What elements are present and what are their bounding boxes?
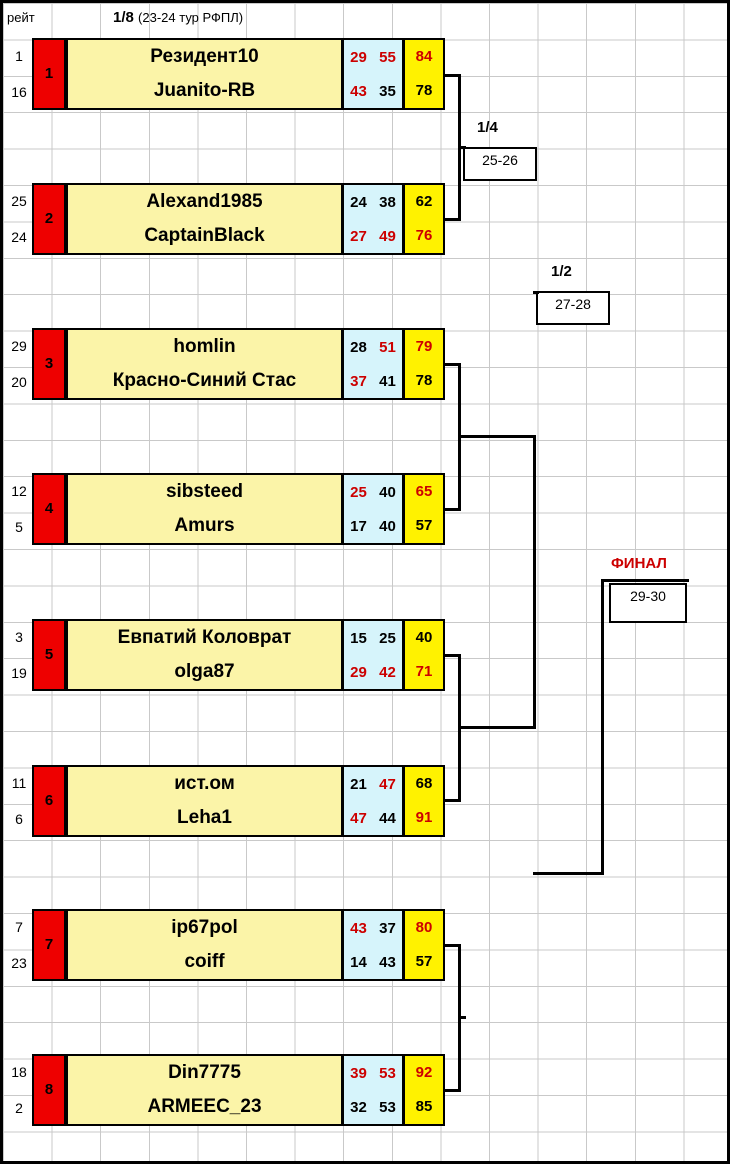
score-top-1: 39 [350, 1064, 367, 1082]
score-top-1: 28 [350, 338, 367, 356]
match-index: 5 [32, 619, 66, 691]
connector [601, 579, 689, 582]
score-bottom-2: 49 [379, 227, 396, 245]
seed-numbers [7, 909, 31, 981]
player-names [66, 183, 343, 255]
connector [458, 1016, 466, 1019]
match-index: 4 [32, 473, 66, 545]
player-name-bottom: ARMEEC_23 [147, 1096, 262, 1117]
total-top: 79 [415, 338, 433, 355]
player-name-bottom: Juanito-RB [153, 80, 256, 101]
player-name-bottom: olga87 [174, 661, 235, 682]
match-index: 6 [32, 765, 66, 837]
total-bottom: 78 [415, 372, 433, 389]
score-bottom-1: 27 [350, 227, 367, 245]
score-top-2: 47 [379, 775, 396, 793]
score-bottom-2: 43 [379, 953, 396, 971]
seed-bottom: 5 [15, 519, 23, 535]
score-top-1: 29 [350, 48, 367, 66]
score-top-2: 53 [379, 1064, 396, 1082]
quarter-final-slot: 25-26 [463, 147, 537, 181]
seed-top: 11 [11, 775, 27, 791]
total-top: 68 [415, 775, 433, 792]
leg-scores [342, 38, 404, 110]
total-scores [403, 619, 445, 691]
match-index: 3 [32, 328, 66, 400]
total-scores [403, 765, 445, 837]
seed-bottom: 23 [11, 955, 27, 971]
player-name-bottom: Leha1 [177, 807, 232, 828]
player-name-bottom: Красно-Синий Стас [112, 370, 297, 391]
final-label: ФИНАЛ [611, 555, 667, 572]
player-name-bottom: Amurs [174, 515, 235, 536]
leg-scores [342, 473, 404, 545]
player-names [66, 909, 343, 981]
leg-scores [342, 328, 404, 400]
score-top-2: 38 [379, 193, 396, 211]
total-scores [403, 38, 445, 110]
player-name-bottom: CaptainBlack [144, 225, 265, 246]
round-4-label: 1/4 [477, 119, 498, 136]
seed-top: 18 [11, 1064, 27, 1080]
round-8-label: 1/8 [113, 9, 134, 26]
score-top-1: 43 [350, 919, 367, 937]
score-bottom-1: 43 [350, 82, 367, 100]
score-bottom-1: 37 [350, 372, 367, 390]
player-names [66, 619, 343, 691]
match-index: 8 [32, 1054, 66, 1126]
total-bottom: 78 [415, 82, 433, 99]
score-bottom-2: 35 [379, 82, 396, 100]
round-8-sublabel: (23-24 тур РФПЛ) [138, 10, 244, 25]
leg-scores [342, 909, 404, 981]
seed-numbers [7, 473, 31, 545]
round-8-header [113, 9, 243, 26]
total-scores [403, 328, 445, 400]
score-bottom-1: 47 [350, 809, 367, 827]
seed-top: 29 [11, 338, 27, 354]
player-names [66, 328, 343, 400]
connector [533, 872, 603, 875]
leg-scores [342, 619, 404, 691]
player-name-bottom: coiff [184, 951, 225, 972]
player-names [66, 473, 343, 545]
player-name-top: Alexand1985 [146, 191, 263, 212]
seed-numbers [7, 328, 31, 400]
leg-scores [342, 765, 404, 837]
score-bottom-2: 53 [379, 1098, 396, 1116]
seed-numbers [7, 38, 31, 110]
score-bottom-2: 41 [379, 372, 396, 390]
seed-numbers [7, 765, 31, 837]
score-top-2: 55 [379, 48, 396, 66]
connector [458, 726, 536, 729]
total-bottom: 91 [415, 809, 433, 826]
score-top-2: 51 [379, 338, 396, 356]
player-name-top: Резидент10 [150, 46, 259, 67]
round-2-label: 1/2 [551, 263, 572, 280]
total-top: 65 [415, 483, 433, 500]
score-top-1: 24 [350, 193, 367, 211]
seed-bottom: 19 [11, 665, 27, 681]
score-bottom-1: 29 [350, 663, 367, 681]
rating-column-header: рейт [7, 10, 35, 25]
total-bottom: 57 [415, 517, 433, 534]
final-slot: 29-30 [609, 583, 687, 623]
score-bottom-1: 32 [350, 1098, 367, 1116]
score-top-2: 40 [379, 483, 396, 501]
total-bottom: 71 [415, 663, 433, 680]
leg-scores [342, 1054, 404, 1126]
total-top: 62 [415, 193, 433, 210]
seed-top: 1 [15, 48, 23, 64]
player-name-top: Din7775 [168, 1062, 241, 1083]
score-top-1: 15 [350, 629, 367, 647]
seed-numbers [7, 183, 31, 255]
seed-bottom: 16 [11, 84, 27, 100]
total-scores [403, 1054, 445, 1126]
score-bottom-2: 44 [379, 809, 396, 827]
total-top: 84 [415, 48, 433, 65]
match-index: 7 [32, 909, 66, 981]
seed-bottom: 2 [15, 1100, 23, 1116]
score-top-2: 25 [379, 629, 396, 647]
seed-top: 3 [15, 629, 23, 645]
leg-scores [342, 183, 404, 255]
player-name-top: ip67pol [171, 917, 238, 938]
total-bottom: 57 [415, 953, 433, 970]
total-bottom: 85 [415, 1098, 433, 1115]
seed-numbers [7, 1054, 31, 1126]
player-names [66, 38, 343, 110]
connector [601, 579, 604, 875]
connector [533, 291, 539, 294]
seed-top: 12 [11, 483, 27, 499]
semi-final-slot: 27-28 [536, 291, 610, 325]
seed-top: 25 [11, 193, 27, 209]
seed-bottom: 6 [15, 811, 23, 827]
player-name-top: sibsteed [165, 481, 244, 502]
total-top: 40 [415, 629, 433, 646]
seed-bottom: 20 [11, 374, 27, 390]
player-names [66, 765, 343, 837]
player-name-top: homlin [173, 336, 236, 357]
score-bottom-2: 40 [379, 517, 396, 535]
connector [458, 435, 536, 438]
connector [533, 435, 536, 729]
score-top-1: 21 [350, 775, 367, 793]
seed-numbers [7, 619, 31, 691]
total-scores [403, 183, 445, 255]
score-bottom-2: 42 [379, 663, 396, 681]
total-top: 80 [415, 919, 433, 936]
total-scores [403, 909, 445, 981]
seed-top: 7 [15, 919, 23, 935]
player-name-top: ист.ом [174, 773, 235, 794]
score-top-2: 37 [379, 919, 396, 937]
score-bottom-1: 17 [350, 517, 367, 535]
match-index: 2 [32, 183, 66, 255]
total-scores [403, 473, 445, 545]
score-top-1: 25 [350, 483, 367, 501]
player-names [66, 1054, 343, 1126]
score-bottom-1: 14 [350, 953, 367, 971]
total-top: 92 [415, 1064, 433, 1081]
match-index: 1 [32, 38, 66, 110]
total-bottom: 76 [415, 227, 433, 244]
seed-bottom: 24 [11, 229, 27, 245]
connector [458, 146, 466, 149]
player-name-top: Евпатий Коловрат [117, 627, 292, 648]
